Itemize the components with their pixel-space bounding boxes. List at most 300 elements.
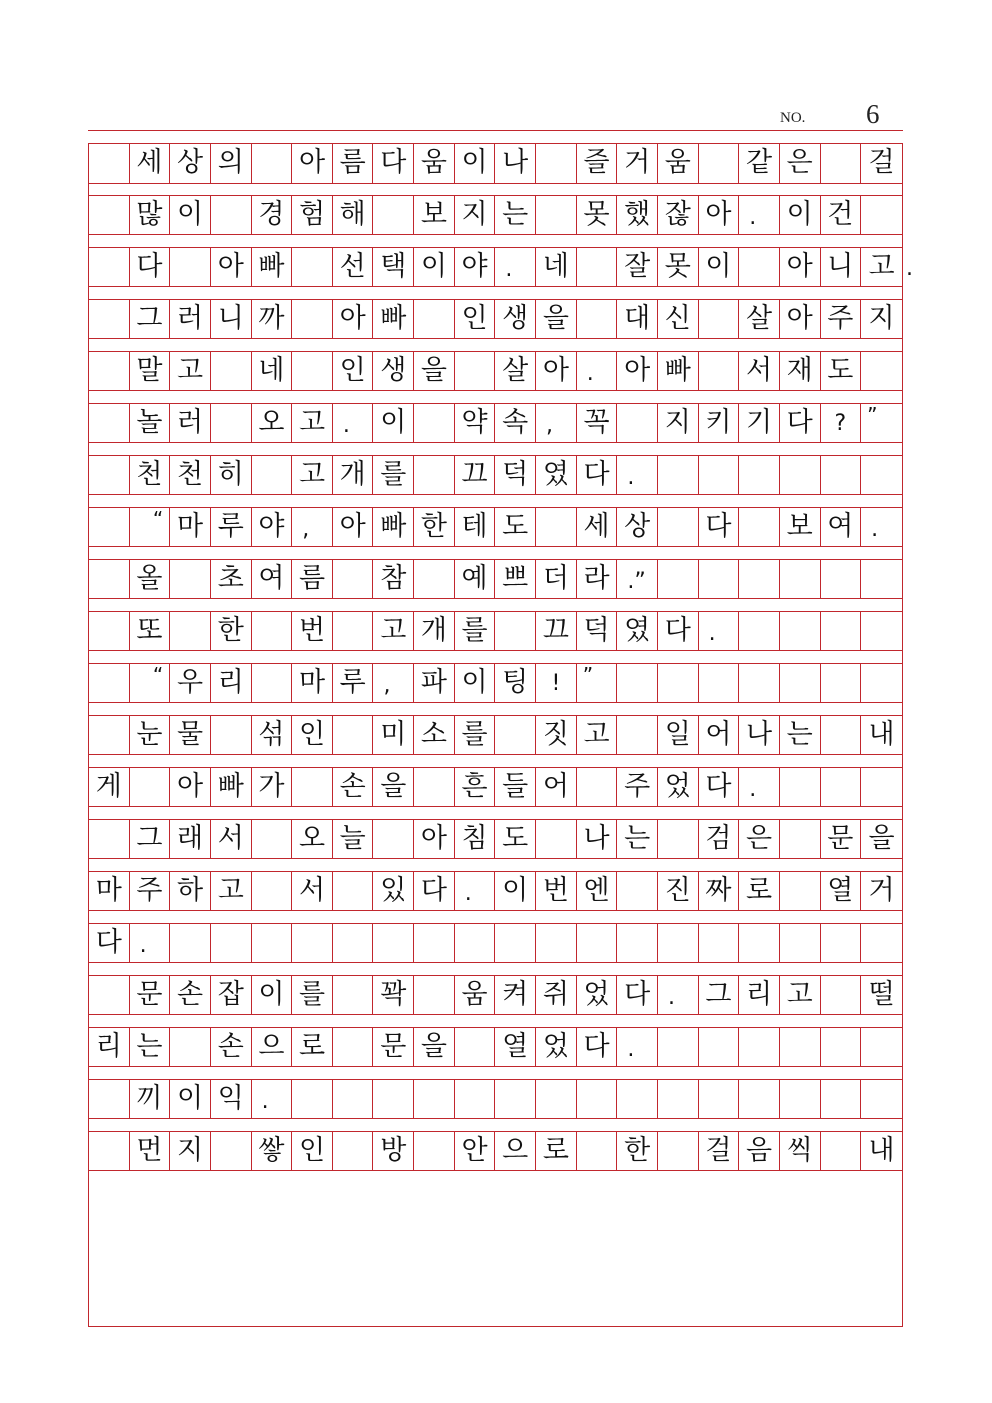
manuscript-cell: 천 — [170, 456, 211, 494]
manuscript-cell — [658, 1132, 699, 1170]
manuscript-cell: 서 — [211, 820, 252, 858]
manuscript-cell: 손 — [211, 1028, 252, 1066]
manuscript-cell: 아 — [333, 300, 374, 338]
manuscript-cell: 다 — [699, 768, 740, 806]
manuscript-cell: 거 — [868, 875, 895, 906]
manuscript-cell — [414, 768, 455, 806]
overflow-punctuation: . — [906, 256, 913, 281]
manuscript-cell: . — [455, 872, 496, 910]
manuscript-cell — [89, 456, 130, 494]
manuscript-cell: 잡 — [211, 976, 252, 1014]
manuscript-cell: 마 — [292, 664, 333, 702]
manuscript-cell: 더 — [536, 560, 577, 598]
manuscript-cell: 덕 — [577, 612, 618, 650]
manuscript-cell: 참 — [373, 560, 414, 598]
manuscript-cell — [130, 768, 171, 806]
manuscript-cell — [861, 196, 902, 234]
manuscript-cell: 우 — [170, 664, 211, 702]
manuscript-cell: 름 — [333, 144, 374, 183]
manuscript-cell: 어 — [699, 716, 740, 754]
manuscript-cell — [89, 352, 130, 390]
manuscript-cell: 선 — [333, 248, 374, 286]
manuscript-cell: 름 — [292, 560, 333, 598]
manuscript-cell: 못 — [658, 248, 699, 286]
manuscript-cell — [780, 560, 821, 598]
manuscript-cell: 파 — [414, 664, 455, 702]
manuscript-cell — [658, 664, 699, 702]
manuscript-cell — [821, 768, 862, 806]
manuscript-cell: 도 — [495, 820, 536, 858]
manuscript-cell — [821, 976, 862, 1014]
manuscript-cell: . — [617, 456, 658, 494]
manuscript-cell: 어 — [536, 768, 577, 806]
manuscript-row — [89, 767, 902, 807]
manuscript-cell: 인 — [292, 716, 333, 754]
manuscript-cell: 는 — [130, 1028, 171, 1066]
manuscript-cell — [292, 352, 333, 390]
manuscript-cell: 생 — [373, 352, 414, 390]
manuscript-cell: 마 — [89, 872, 130, 910]
manuscript-cell: 빠 — [373, 508, 414, 546]
manuscript-cell: 다 — [577, 456, 618, 494]
manuscript-cell — [821, 1028, 862, 1066]
manuscript-cell: 걸 — [699, 1132, 740, 1170]
manuscript-cell: 도 — [821, 352, 862, 390]
manuscript-cell: 빠 — [252, 248, 293, 286]
manuscript-cell — [89, 144, 130, 183]
manuscript-cell — [536, 1080, 577, 1118]
manuscript-cell: 이 — [780, 196, 821, 234]
manuscript-cell — [658, 1080, 699, 1118]
manuscript-cell: 네 — [252, 352, 293, 390]
manuscript-cell: 아 — [211, 248, 252, 286]
manuscript-cell: 오 — [292, 820, 333, 858]
manuscript-cell: 놀 — [130, 404, 171, 442]
manuscript-cell: 짓 — [536, 716, 577, 754]
manuscript-cell — [536, 144, 577, 183]
manuscript-cell — [617, 664, 658, 702]
manuscript-cell: 움 — [455, 976, 496, 1014]
manuscript-cell: 고 — [292, 456, 333, 494]
manuscript-cell — [861, 1028, 902, 1066]
manuscript-cell — [455, 352, 496, 390]
manuscript-cell: 하 — [170, 872, 211, 910]
manuscript-row — [89, 1079, 902, 1119]
manuscript-cell: 주 — [617, 768, 658, 806]
manuscript-cell: 문 — [821, 820, 862, 858]
manuscript-cell: 도 — [495, 508, 536, 546]
manuscript-cell — [577, 1080, 618, 1118]
manuscript-cell: . — [495, 248, 536, 286]
manuscript-cell — [658, 508, 699, 546]
manuscript-cell — [373, 820, 414, 858]
manuscript-cell — [780, 872, 821, 910]
manuscript-cell: 한 — [211, 612, 252, 650]
manuscript-cell — [861, 1080, 902, 1118]
manuscript-cell — [739, 612, 780, 650]
manuscript-cell: 리 — [211, 664, 252, 702]
manuscript-cell — [536, 820, 577, 858]
manuscript-cell: 개 — [333, 456, 374, 494]
manuscript-cell — [699, 300, 740, 338]
manuscript-cell — [292, 248, 333, 286]
manuscript-cell — [658, 1028, 699, 1066]
manuscript-cell: 테 — [455, 508, 496, 546]
manuscript-cell: ” — [577, 664, 618, 702]
manuscript-cell — [373, 924, 414, 962]
manuscript-cell: 는 — [617, 820, 658, 858]
manuscript-cell: 고 — [292, 404, 333, 442]
manuscript-cell — [821, 664, 862, 702]
manuscript-row — [89, 455, 902, 495]
manuscript-cell: . — [871, 517, 879, 542]
manuscript-cell: 였 — [617, 612, 658, 650]
manuscript-cell — [780, 456, 821, 494]
manuscript-cell — [211, 1132, 252, 1170]
manuscript-cell: 이 — [455, 144, 496, 183]
manuscript-cell: 지 — [455, 196, 496, 234]
manuscript-cell: . — [739, 768, 780, 806]
manuscript-cell: 빠 — [658, 352, 699, 390]
manuscript-row — [89, 507, 902, 547]
manuscript-cell: , — [373, 664, 414, 702]
manuscript-cell: 움 — [658, 144, 699, 183]
manuscript-cell: 소 — [414, 716, 455, 754]
manuscript-cell: 빠 — [211, 768, 252, 806]
manuscript-cell: 었 — [536, 1028, 577, 1066]
manuscript-cell: 대 — [617, 300, 658, 338]
manuscript-cell: 었 — [658, 768, 699, 806]
manuscript-cell: 아 — [414, 820, 455, 858]
manuscript-cell: 인 — [333, 352, 374, 390]
manuscript-cell — [780, 820, 821, 858]
manuscript-cell: 다 — [617, 976, 658, 1014]
manuscript-cell — [333, 1132, 374, 1170]
manuscript-cell: 신 — [658, 300, 699, 338]
manuscript-cell — [780, 612, 821, 650]
manuscript-row — [89, 351, 902, 391]
manuscript-cell: 여 — [821, 508, 862, 546]
manuscript-cell: 은 — [780, 144, 821, 183]
manuscript-cell — [211, 924, 252, 962]
manuscript-cell — [211, 352, 252, 390]
manuscript-cell — [861, 560, 902, 598]
manuscript-cell — [495, 924, 536, 962]
manuscript-cell: 생 — [495, 300, 536, 338]
manuscript-cell: 천 — [130, 456, 171, 494]
manuscript-cell: 는 — [495, 196, 536, 234]
manuscript-cell: 리 — [739, 976, 780, 1014]
manuscript-cell — [739, 1028, 780, 1066]
manuscript-row — [89, 403, 902, 443]
manuscript-cell: . — [130, 924, 171, 962]
manuscript-cell — [292, 768, 333, 806]
manuscript-row — [89, 715, 902, 755]
manuscript-cell — [739, 664, 780, 702]
manuscript-cell — [821, 456, 862, 494]
manuscript-cell: 거 — [617, 144, 658, 183]
manuscript-cell — [658, 560, 699, 598]
manuscript-cell: 아 — [333, 508, 374, 546]
manuscript-cell: 로 — [739, 872, 780, 910]
manuscript-cell: 히 — [211, 456, 252, 494]
manuscript-cell — [373, 196, 414, 234]
manuscript-cell — [699, 664, 740, 702]
manuscript-cell — [780, 1080, 821, 1118]
manuscript-row — [89, 299, 902, 339]
page-number-label: NO. — [780, 110, 806, 126]
manuscript-row — [89, 247, 902, 287]
manuscript-cell — [89, 664, 130, 702]
manuscript-cell: 를 — [455, 716, 496, 754]
manuscript-cell: 나 — [495, 144, 536, 183]
manuscript-cell: 주 — [130, 872, 171, 910]
manuscript-cell — [414, 300, 455, 338]
manuscript-cell: 번 — [292, 612, 333, 650]
manuscript-cell: ! — [536, 664, 577, 702]
manuscript-cell: 못 — [577, 196, 618, 234]
manuscript-cell: 그 — [699, 976, 740, 1014]
manuscript-cell — [414, 976, 455, 1014]
manuscript-cell: 니 — [211, 300, 252, 338]
manuscript-cell — [658, 924, 699, 962]
manuscript-cell — [414, 1132, 455, 1170]
manuscript-cell — [89, 976, 130, 1014]
manuscript-cell — [821, 612, 862, 650]
manuscript-cell: 건 — [821, 196, 862, 234]
manuscript-cell: 말 — [130, 352, 171, 390]
manuscript-cell — [739, 924, 780, 962]
manuscript-cell — [861, 352, 902, 390]
manuscript-cell — [89, 612, 130, 650]
manuscript-cell: 지 — [868, 303, 895, 334]
manuscript-cell: 먼 — [130, 1132, 171, 1170]
manuscript-cell: 보 — [414, 196, 455, 234]
manuscript-cell — [699, 352, 740, 390]
manuscript-cell — [821, 144, 862, 183]
manuscript-cell: 끼 — [130, 1080, 171, 1118]
manuscript-cell: 오 — [252, 404, 293, 442]
manuscript-cell — [536, 196, 577, 234]
manuscript-cell — [414, 1080, 455, 1118]
manuscript-row — [89, 663, 902, 703]
manuscript-cell: 를 — [455, 612, 496, 650]
manuscript-cell: 다 — [699, 508, 740, 546]
manuscript-cell: 루 — [211, 508, 252, 546]
manuscript-cell — [252, 664, 293, 702]
manuscript-cell: 야 — [252, 508, 293, 546]
manuscript-cell: 번 — [536, 872, 577, 910]
manuscript-cell — [292, 300, 333, 338]
page-number-value: 6 — [866, 99, 880, 129]
manuscript-cell: 세 — [130, 144, 171, 183]
manuscript-cell: 엔 — [577, 872, 618, 910]
manuscript-cell — [333, 924, 374, 962]
manuscript-cell — [617, 872, 658, 910]
manuscript-cell: 쌓 — [252, 1132, 293, 1170]
manuscript-cell — [414, 560, 455, 598]
manuscript-cell: 경 — [252, 196, 293, 234]
manuscript-cell — [658, 820, 699, 858]
manuscript-cell — [536, 508, 577, 546]
manuscript-cell: 인 — [455, 300, 496, 338]
manuscript-cell: 다 — [130, 248, 171, 286]
manuscript-row — [89, 559, 902, 599]
manuscript-cell: 끄 — [455, 456, 496, 494]
manuscript-cell: 이 — [373, 404, 414, 442]
manuscript-cell: 으 — [495, 1132, 536, 1170]
manuscript-cell — [211, 716, 252, 754]
manuscript-cell: 안 — [455, 1132, 496, 1170]
manuscript-cell — [333, 560, 374, 598]
manuscript-cell — [780, 768, 821, 806]
manuscript-cell: 덕 — [495, 456, 536, 494]
manuscript-cell: 섞 — [252, 716, 293, 754]
manuscript-cell — [170, 612, 211, 650]
manuscript-cell — [699, 456, 740, 494]
manuscript-cell — [89, 1080, 130, 1118]
manuscript-cell — [495, 612, 536, 650]
manuscript-cell — [861, 456, 902, 494]
manuscript-cell: 래 — [170, 820, 211, 858]
manuscript-cell: 다 — [577, 1028, 618, 1066]
manuscript-cell — [821, 1080, 862, 1118]
manuscript-cell: .” — [617, 560, 658, 598]
manuscript-cell: 루 — [333, 664, 374, 702]
manuscript-cell — [333, 872, 374, 910]
manuscript-cell: 아 — [292, 144, 333, 183]
manuscript-cell: 고 — [373, 612, 414, 650]
manuscript-cell: 흔 — [455, 768, 496, 806]
manuscript-cell: 인 — [292, 1132, 333, 1170]
manuscript-cell: 아 — [170, 768, 211, 806]
manuscript-cell: 내 — [868, 1135, 895, 1166]
manuscript-cell — [536, 924, 577, 962]
manuscript-cell — [577, 768, 618, 806]
manuscript-row — [89, 1027, 902, 1067]
manuscript-cell — [89, 560, 130, 598]
manuscript-cell: 약 — [455, 404, 496, 442]
manuscript-cell — [739, 508, 780, 546]
manuscript-cell — [821, 716, 862, 754]
manuscript-cell: 서 — [739, 352, 780, 390]
manuscript-cell: 같 — [739, 144, 780, 183]
manuscript-cell: 해 — [333, 196, 374, 234]
manuscript-cell: 야 — [455, 248, 496, 286]
manuscript-cell: 으 — [252, 1028, 293, 1066]
manuscript-cell: 다 — [373, 144, 414, 183]
manuscript-cell: . — [617, 1028, 658, 1066]
manuscript-cell: 들 — [495, 768, 536, 806]
manuscript-cell — [333, 612, 374, 650]
manuscript-cell — [577, 924, 618, 962]
manuscript-cell: 진 — [658, 872, 699, 910]
manuscript-cell: 있 — [373, 872, 414, 910]
manuscript-cell: 움 — [414, 144, 455, 183]
manuscript-cell — [699, 144, 740, 183]
manuscript-cell: 니 — [821, 248, 862, 286]
manuscript-cell: 나 — [739, 716, 780, 754]
manuscript-cell — [89, 196, 130, 234]
manuscript-cell: 이 — [455, 664, 496, 702]
manuscript-row — [89, 975, 902, 1015]
manuscript-cell: 아 — [699, 196, 740, 234]
manuscript-cell: 예 — [455, 560, 496, 598]
manuscript-cell: 방 — [373, 1132, 414, 1170]
manuscript-cell: 살 — [495, 352, 536, 390]
manuscript-cell — [252, 820, 293, 858]
manuscript-cell: 다 — [89, 924, 130, 962]
manuscript-cell: 고 — [170, 352, 211, 390]
manuscript-cell: 이 — [699, 248, 740, 286]
manuscript-cell: 한 — [617, 1132, 658, 1170]
manuscript-cell — [170, 248, 211, 286]
manuscript-cell: 를 — [292, 976, 333, 1014]
manuscript-cell: 쁘 — [495, 560, 536, 598]
manuscript-cell — [89, 404, 130, 442]
manuscript-cell — [333, 1028, 374, 1066]
manuscript-cell: 떨 — [868, 979, 895, 1010]
manuscript-cell — [699, 560, 740, 598]
manuscript-cell: 미 — [373, 716, 414, 754]
manuscript-cell: . — [739, 196, 780, 234]
manuscript-cell: 아 — [536, 352, 577, 390]
manuscript-cell — [617, 1080, 658, 1118]
manuscript-cell — [252, 456, 293, 494]
manuscript-cell: 이 — [252, 976, 293, 1014]
manuscript-cell — [617, 716, 658, 754]
manuscript-cell — [89, 508, 130, 546]
manuscript-cell: 늘 — [333, 820, 374, 858]
manuscript-cell — [373, 1080, 414, 1118]
manuscript-cell — [89, 1132, 130, 1170]
manuscript-row — [89, 195, 902, 235]
manuscript-cell — [455, 1080, 496, 1118]
manuscript-cell: “ — [130, 508, 171, 546]
manuscript-cell — [861, 768, 902, 806]
manuscript-cell — [252, 924, 293, 962]
manuscript-cell: , — [536, 404, 577, 442]
manuscript-row — [89, 144, 902, 184]
manuscript-cell: 침 — [455, 820, 496, 858]
manuscript-cell: 팅 — [495, 664, 536, 702]
manuscript-cell: 를 — [373, 456, 414, 494]
manuscript-cell: 다 — [414, 872, 455, 910]
manuscript-cell — [577, 300, 618, 338]
manuscript-cell: 키 — [699, 404, 740, 442]
manuscript-cell: 의 — [211, 144, 252, 183]
manuscript-cell: 짜 — [699, 872, 740, 910]
manuscript-cell: 고 — [211, 872, 252, 910]
manuscript-cell — [211, 404, 252, 442]
manuscript-cell: “ — [130, 664, 171, 702]
manuscript-cell: ” — [867, 403, 878, 427]
manuscript-cell: 한 — [414, 508, 455, 546]
manuscript-cell: 올 — [130, 560, 171, 598]
manuscript-cell: 주 — [821, 300, 862, 338]
manuscript-cell: 많 — [130, 196, 171, 234]
manuscript-cell — [455, 1028, 496, 1066]
manuscript-cell — [861, 664, 902, 702]
manuscript-cell: 상 — [617, 508, 658, 546]
manuscript-cell — [455, 924, 496, 962]
manuscript-cell: 이 — [170, 1080, 211, 1118]
manuscript-cell: 상 — [170, 144, 211, 183]
manuscript-cell: 씩 — [780, 1132, 821, 1170]
manuscript-cell: 아 — [617, 352, 658, 390]
manuscript-cell — [252, 872, 293, 910]
manuscript-cell: 서 — [292, 872, 333, 910]
